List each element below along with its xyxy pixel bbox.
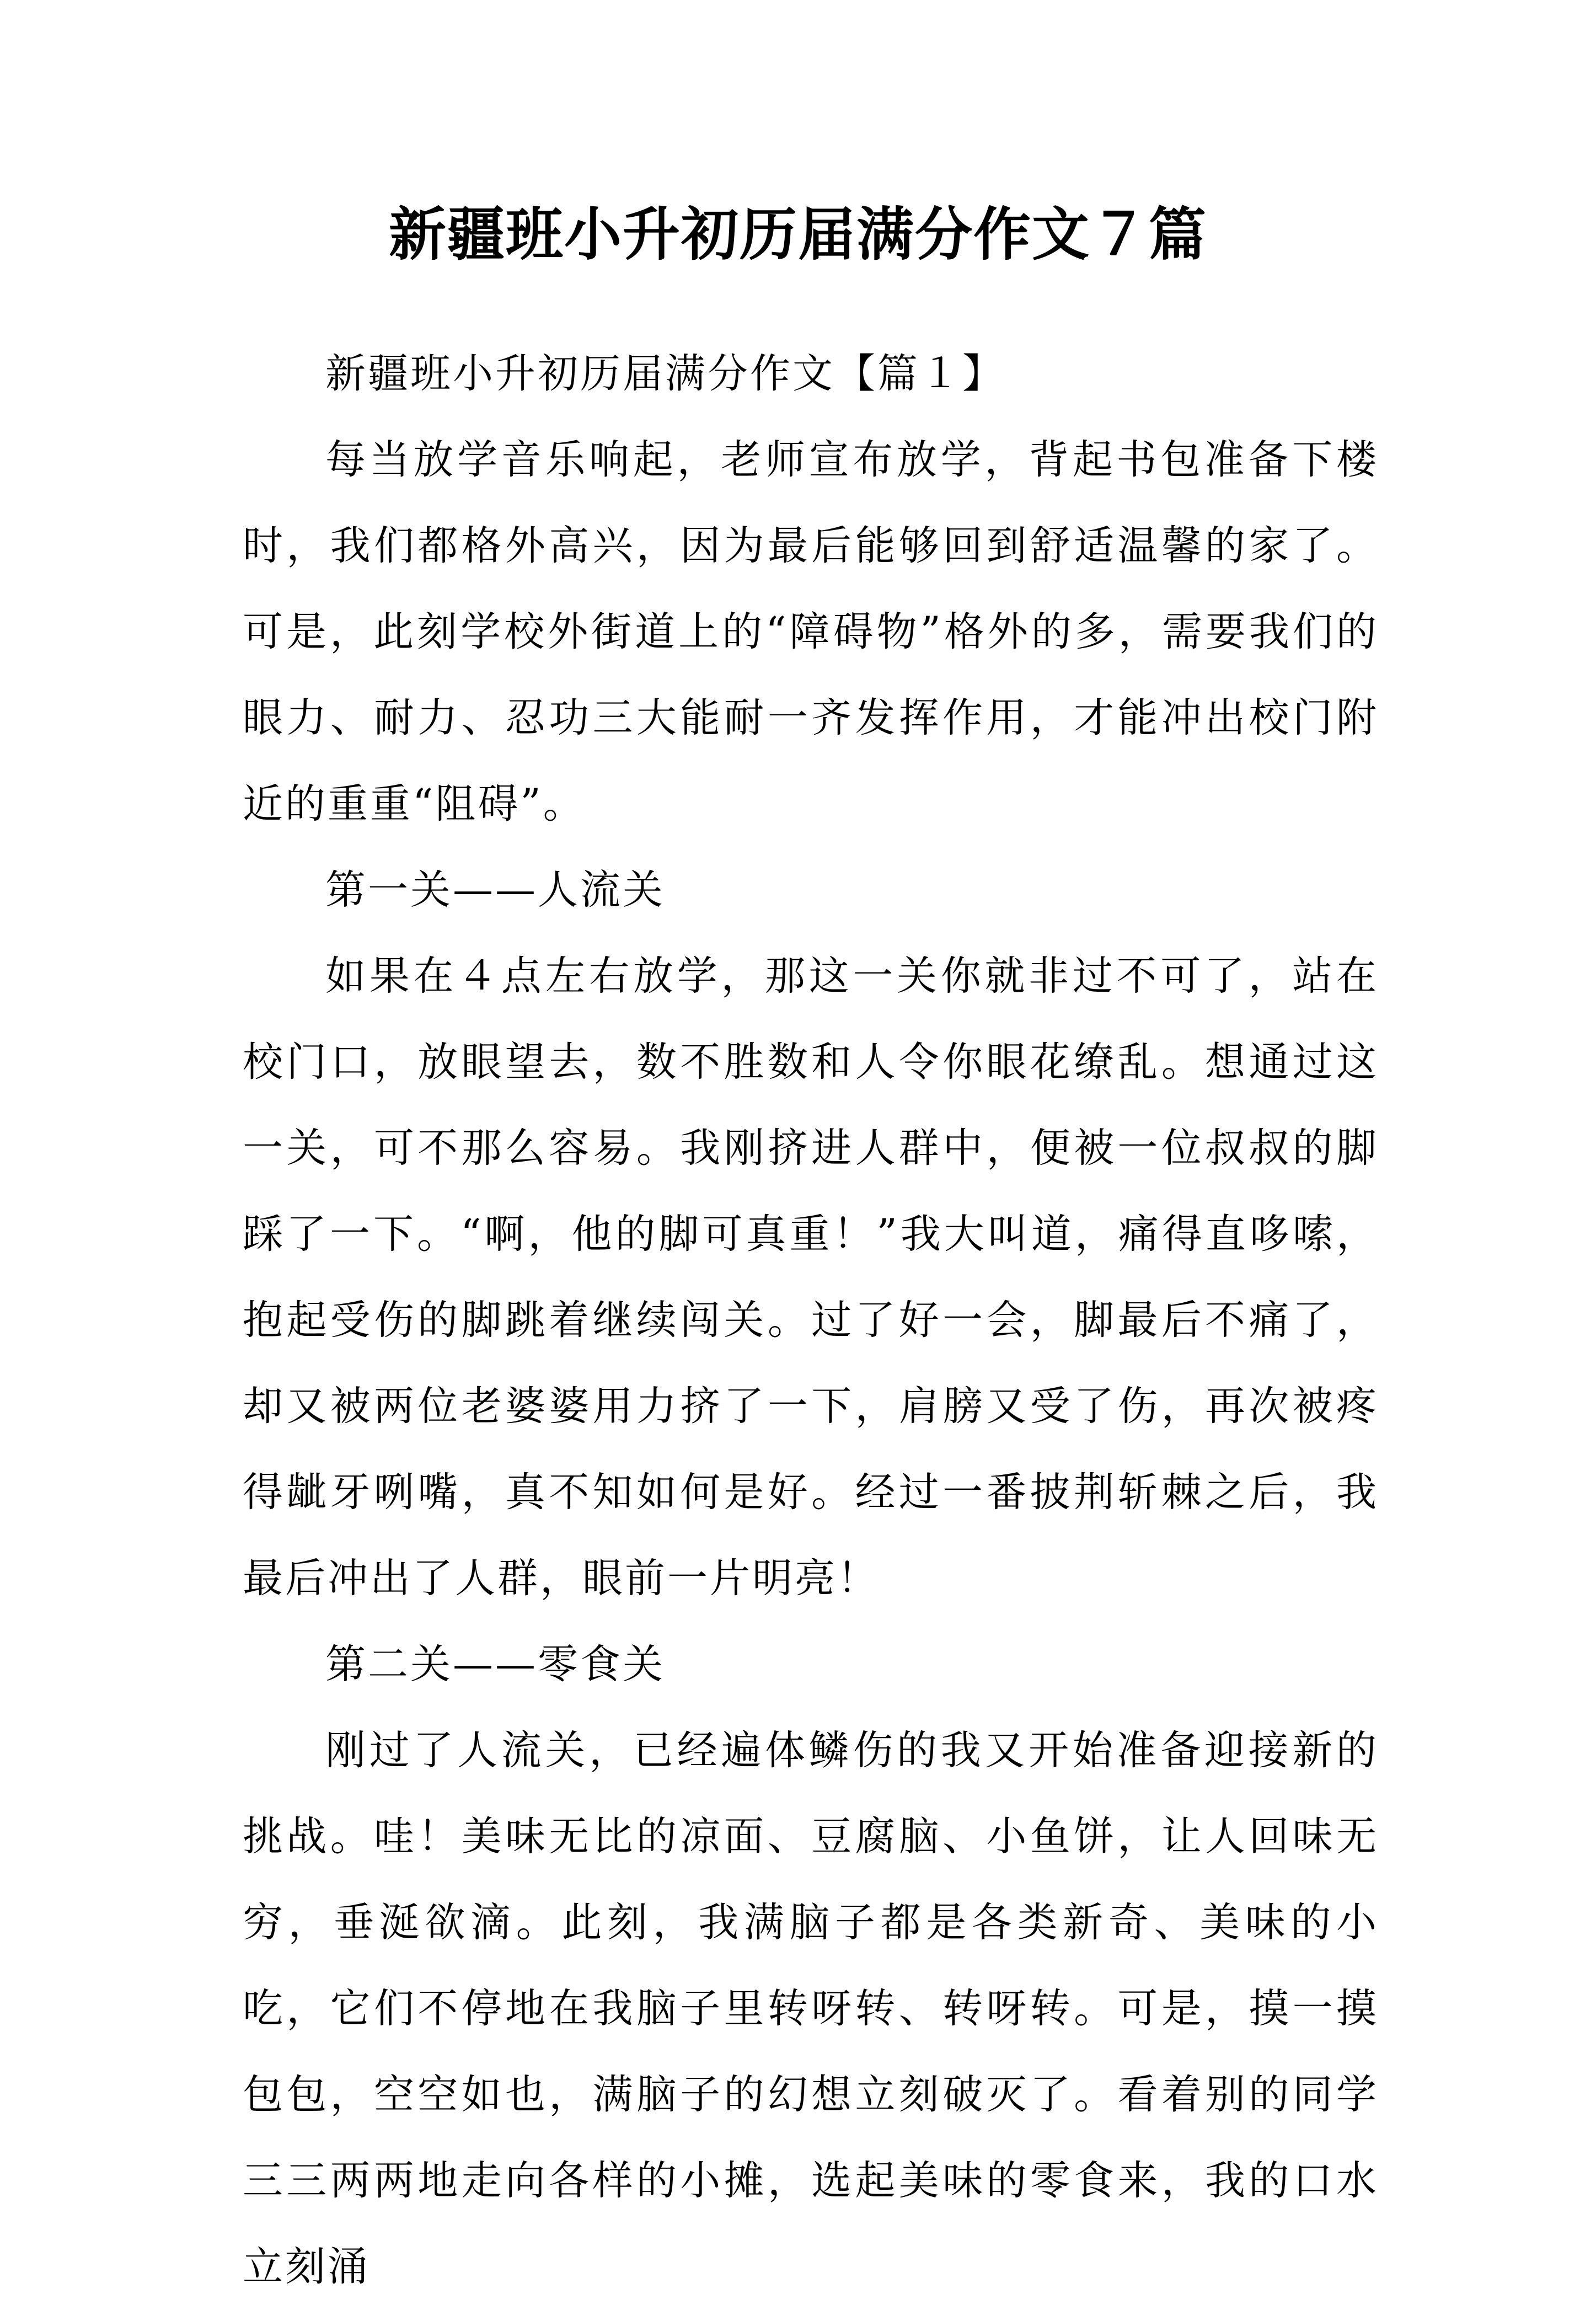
section-heading-1: 新疆班小升初历届满分作文【篇１】 <box>325 350 1005 397</box>
body-paragraph-3: 刚过了人流关，已经遍体鳞伤的我又开始准备迎接新的挑战。哇！美味无比的凉面、豆腐脑、小鱼饼，让人回味无穷，垂涎欲滴。此刻，我满脑子都是各类新奇、美味的小吃，它们不停地在我脑子里转呀转、转呀转。可是，摸一摸包包，空空如也，满脑子的幻想立刻破灭了。看着别的同学三三两两地走向各样的小摊，选起美味的零食来，我的口水立刻涌 <box>243 1727 1379 2290</box>
body-paragraph-1: 每当放学音乐响起，老师宣布放学，背起书包准备下楼时，我们都格外高兴，因为最后能够回到舒适温馨的家了。可是，此刻学校外街道上的“障碍物”格外的多，需要我们的眼力、耐力、忍功三大能耐一齐发挥作用，才能冲出校门附近的重重“阻碍”。 <box>243 436 1379 827</box>
document-body <box>243 331 1379 2310</box>
document-title: 新疆班小升初历届满分作文７篇 <box>388 200 1207 268</box>
body-paragraph-2: 如果在４点左右放学，那这一关你就非过不可了，站在校门口，放眼望去，数不胜数和人令你眼花缭乱。想通过这一关，可不那么容易。我刚挤进人群中，便被一位叔叔的脚踩了一下。“啊，他的脚可真重！”我大叫道，痛得直哆嗦，抱起受伤的脚跳着继续闯关。过了好一会，脚最后不痛了，却又被两位老婆婆用力挤了一下，肩膀又受了伤，再次被疼得龇牙咧嘴，真不知如何是好。经过一番披荆斩棘之后，我最后冲出了人群，眼前一片明亮！ <box>243 953 1379 1602</box>
section-heading-first-gate: 第一关——人流关 <box>325 867 665 913</box>
section-heading-second-gate: 第二关——零食关 <box>325 1641 665 1688</box>
